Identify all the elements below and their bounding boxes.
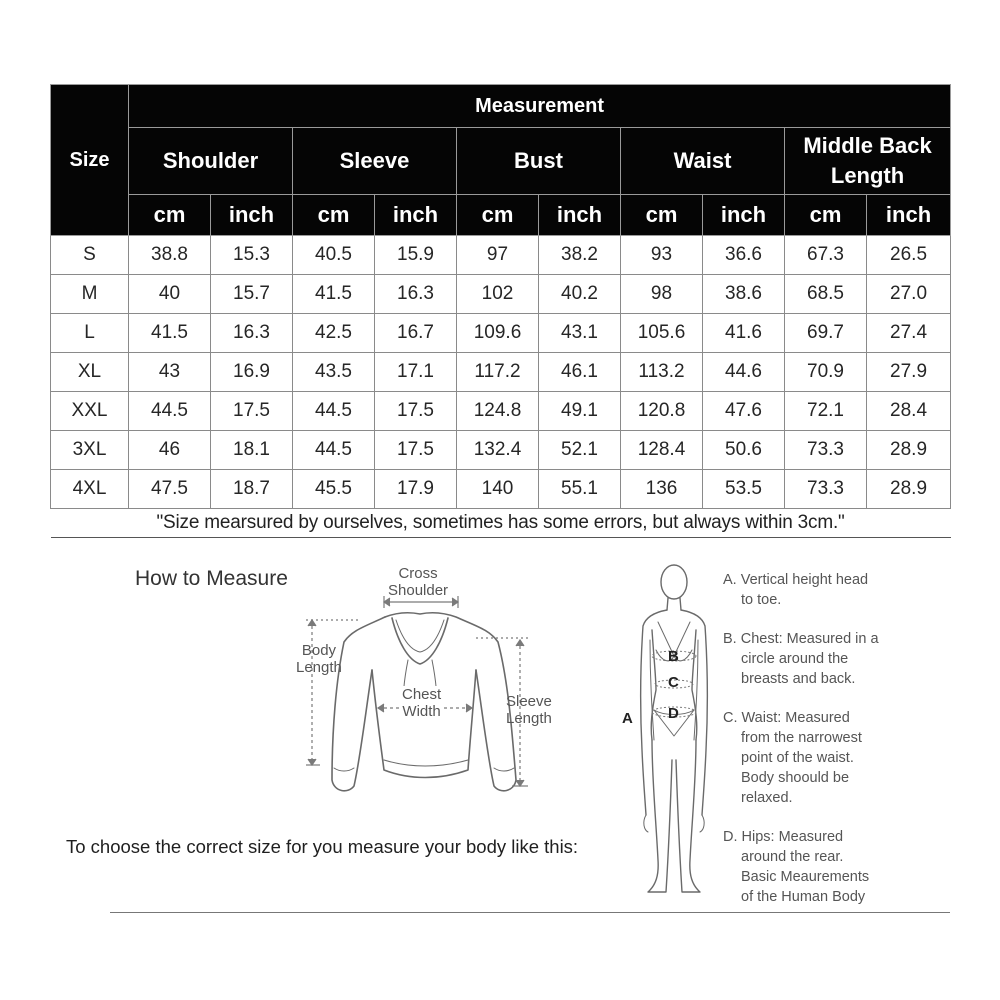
unit-cm-header: cm	[293, 195, 375, 236]
value-cell: 38.8	[129, 236, 211, 275]
value-cell: 43	[129, 353, 211, 392]
human-body-diagram	[612, 560, 727, 900]
bust-header: Bust	[457, 128, 621, 195]
value-cell: 41.5	[129, 314, 211, 353]
value-cell: 27.4	[867, 314, 951, 353]
value-cell: 68.5	[785, 275, 867, 314]
value-cell: 136	[621, 470, 703, 509]
value-cell: 140	[457, 470, 539, 509]
middle-back-length-header	[785, 128, 951, 195]
measure-instruction: To choose the correct size for you measure your body like this:	[66, 836, 579, 857]
value-cell: 53.5	[703, 470, 785, 509]
unit-cm-header: cm	[621, 195, 703, 236]
chest-width-label: Chest Width	[402, 686, 442, 720]
value-cell: 17.5	[375, 431, 457, 470]
value-cell: 102	[457, 275, 539, 314]
value-cell: 73.3	[785, 431, 867, 470]
value-cell: 15.7	[211, 275, 293, 314]
size-cell: XL	[51, 353, 129, 392]
value-cell: 27.9	[867, 353, 951, 392]
value-cell: 49.1	[539, 392, 621, 431]
value-cell: 26.5	[867, 236, 951, 275]
table-row	[51, 275, 951, 314]
table-header	[51, 85, 951, 236]
table-row	[51, 431, 951, 470]
size-cell: S	[51, 236, 129, 275]
value-cell: 38.6	[703, 275, 785, 314]
value-cell: 17.9	[375, 470, 457, 509]
unit-inch-header: inch	[867, 195, 951, 236]
size-cell: M	[51, 275, 129, 314]
value-cell: 16.7	[375, 314, 457, 353]
unit-inch-header: inch	[211, 195, 293, 236]
value-cell: 124.8	[457, 392, 539, 431]
unit-cm-header: cm	[457, 195, 539, 236]
value-cell: 17.1	[375, 353, 457, 392]
value-cell: 18.7	[211, 470, 293, 509]
legend-item-d: D. Hips: Measured around the rear. Basic Meaurements of the Human Body	[723, 829, 870, 905]
table-row	[51, 470, 951, 509]
length-label: Length	[830, 163, 905, 188]
unit-inch-header: inch	[703, 195, 785, 236]
middle-back-label: Middle Back	[803, 133, 932, 158]
letter-a: A	[622, 710, 633, 727]
letter-d: D	[668, 705, 679, 722]
unit-inch-header: inch	[375, 195, 457, 236]
table-body	[51, 236, 951, 509]
value-cell: 28.9	[867, 470, 951, 509]
measurement-group-header: Measurement	[129, 85, 951, 128]
body-length-label: Body Length	[296, 642, 342, 676]
value-cell: 73.3	[785, 470, 867, 509]
size-cell: 4XL	[51, 470, 129, 509]
how-to-measure-title: How to Measure	[135, 567, 288, 590]
value-cell: 27.0	[867, 275, 951, 314]
size-column-header: Size	[51, 85, 129, 236]
value-cell: 16.9	[211, 353, 293, 392]
waist-header: Waist	[621, 128, 785, 195]
value-cell: 120.8	[621, 392, 703, 431]
value-cell: 113.2	[621, 353, 703, 392]
letter-c: C	[668, 674, 679, 691]
value-cell: 47.6	[703, 392, 785, 431]
value-cell: 47.5	[129, 470, 211, 509]
cross-shoulder-label: Cross Shoulder	[388, 565, 449, 599]
value-cell: 45.5	[293, 470, 375, 509]
size-chart-table	[50, 84, 951, 538]
value-cell: 97	[457, 236, 539, 275]
value-cell: 46	[129, 431, 211, 470]
value-cell: 40.5	[293, 236, 375, 275]
value-cell: 109.6	[457, 314, 539, 353]
value-cell: 41.6	[703, 314, 785, 353]
value-cell: 43.5	[293, 353, 375, 392]
value-cell: 98	[621, 275, 703, 314]
value-cell: 52.1	[539, 431, 621, 470]
value-cell: 72.1	[785, 392, 867, 431]
value-cell: 15.3	[211, 236, 293, 275]
value-cell: 40	[129, 275, 211, 314]
value-cell: 43.1	[539, 314, 621, 353]
unit-inch-header: inch	[539, 195, 621, 236]
value-cell: 132.4	[457, 431, 539, 470]
table-row	[51, 392, 951, 431]
value-cell: 44.5	[293, 392, 375, 431]
value-cell: 18.1	[211, 431, 293, 470]
legend-item-c: C. Waist: Measured from the narrowest point of the waist. Body shoould be relaxed.	[723, 710, 862, 806]
value-cell: 46.1	[539, 353, 621, 392]
value-cell: 36.6	[703, 236, 785, 275]
value-cell: 40.2	[539, 275, 621, 314]
table-row	[51, 314, 951, 353]
legend-item-a: A. Vertical height head to toe.	[723, 572, 869, 608]
value-cell: 15.9	[375, 236, 457, 275]
value-cell: 55.1	[539, 470, 621, 509]
measurement-note: "Size mearsured by ourselves, sometimes has some errors, but always within 3cm."	[51, 509, 951, 538]
value-cell: 28.4	[867, 392, 951, 431]
value-cell: 42.5	[293, 314, 375, 353]
bottom-divider	[110, 912, 950, 913]
value-cell: 17.5	[211, 392, 293, 431]
value-cell: 67.3	[785, 236, 867, 275]
unit-cm-header: cm	[129, 195, 211, 236]
value-cell: 44.5	[129, 392, 211, 431]
shoulder-header: Shoulder	[129, 128, 293, 195]
value-cell: 38.2	[539, 236, 621, 275]
value-cell: 44.5	[293, 431, 375, 470]
value-cell: 117.2	[457, 353, 539, 392]
value-cell: 16.3	[375, 275, 457, 314]
value-cell: 69.7	[785, 314, 867, 353]
value-cell: 50.6	[703, 431, 785, 470]
value-cell: 28.9	[867, 431, 951, 470]
unit-row	[51, 195, 951, 236]
value-cell: 17.5	[375, 392, 457, 431]
value-cell: 128.4	[621, 431, 703, 470]
table-row	[51, 353, 951, 392]
letter-b: B	[668, 648, 679, 665]
value-cell: 105.6	[621, 314, 703, 353]
value-cell: 16.3	[211, 314, 293, 353]
value-cell: 70.9	[785, 353, 867, 392]
body-measure-legend	[723, 570, 923, 926]
value-cell: 41.5	[293, 275, 375, 314]
unit-cm-header: cm	[785, 195, 867, 236]
sleeve-header: Sleeve	[293, 128, 457, 195]
value-cell: 44.6	[703, 353, 785, 392]
legend-item-b: B. Chest: Measured in a circle around the breasts and back.	[723, 631, 879, 687]
table-row	[51, 236, 951, 275]
size-cell: XXL	[51, 392, 129, 431]
size-cell: L	[51, 314, 129, 353]
sleeve-length-label: Sleeve Length	[506, 693, 552, 727]
value-cell: 93	[621, 236, 703, 275]
size-cell: 3XL	[51, 431, 129, 470]
